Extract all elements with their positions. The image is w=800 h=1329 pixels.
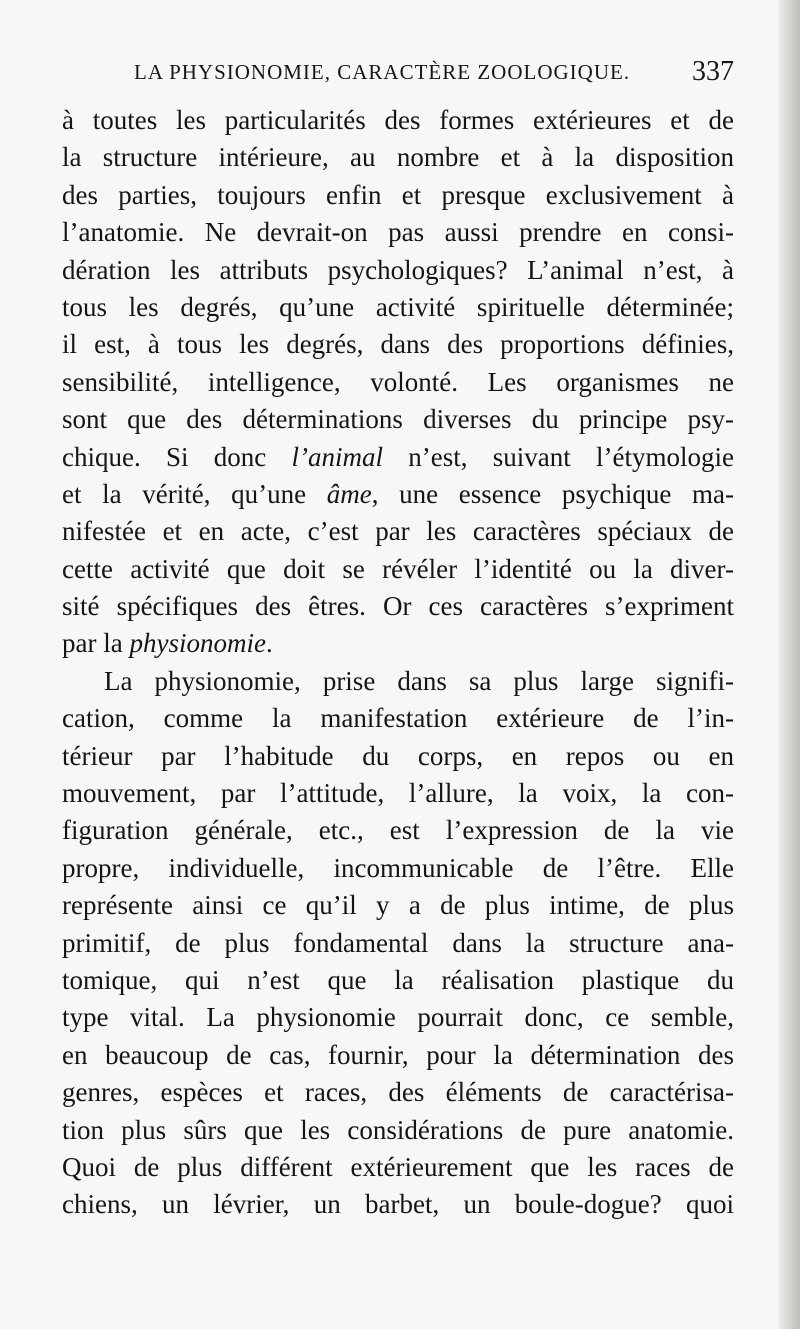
text-line	[62, 439, 734, 476]
italic-term: physionomie	[129, 628, 266, 659]
text-line: chiens, un lévrier, un barbet, un boule-dogue? quoi	[62, 1189, 734, 1220]
text-line: tion plus sûrs que les considérations de pure anatomie.	[62, 1114, 734, 1145]
text-run: n’est, suivant l’étymologie	[383, 441, 734, 472]
page-header	[134, 56, 734, 96]
body-text	[62, 102, 734, 1224]
text-line: la structure intérieure, au nombre et à la disposition	[62, 142, 734, 173]
text-run: , une essence psychique ma-	[371, 478, 734, 509]
text-line: tous les degrés, qu’une activité spirituelle déterminée;	[62, 291, 734, 322]
text-line: mouvement, par l’attitude, l’allure, la voix, la con-	[62, 778, 734, 809]
running-title: LA PHYSIONOMIE, CARACTÈRE ZOOLOGIQUE.	[134, 60, 631, 84]
text-line: cette activité que doit se révéler l’identité ou la diver-	[62, 553, 734, 584]
text-line: représente ainsi ce qu’il y a de plus intime, de plus	[62, 890, 734, 921]
text-line: térieur par l’habitude du corps, en repos ou en	[62, 740, 734, 771]
text-line: figuration générale, etc., est l’expression de la vie	[62, 815, 734, 846]
text-run: par la	[62, 628, 130, 659]
text-line: type vital. La physionomie pourrait donc, ce semble,	[62, 1002, 734, 1033]
text-line: propre, individuelle, incommunicable de l’être. Elle	[62, 852, 734, 883]
text-run: .	[265, 628, 273, 659]
text-line: Quoi de plus différent extérieurement que les races de	[62, 1151, 734, 1182]
text-line: sité spécifiques des êtres. Or ces caractères s’expriment	[62, 591, 734, 622]
text-line: nifestée et en acte, c’est par les caractères spéciaux de	[62, 516, 734, 547]
text-line: à toutes les particularités des formes extérieures et de	[62, 105, 734, 135]
text-line: genres, espèces et races, des éléments de caractérisa-	[62, 1077, 734, 1108]
page-number: 337	[692, 56, 734, 87]
italic-term: l’animal	[291, 441, 384, 472]
text-line: il est, à tous les degrés, dans des proportions définies,	[62, 329, 734, 360]
paragraph-first-line: La physionomie, prise dans sa plus large signifi-	[104, 665, 734, 696]
italic-term: âme	[326, 478, 372, 509]
text-run: chique. Si donc	[62, 441, 292, 472]
text-line: sont que des déterminations diverses du principe psy-	[62, 404, 734, 435]
text-line: cation, comme la manifestation extérieure de l’in-	[62, 703, 734, 734]
text-line	[62, 476, 734, 513]
text-line: en beaucoup de cas, fournir, pour la détermination des	[62, 1039, 734, 1070]
text-run: et la vérité, qu’une	[62, 478, 327, 509]
paragraph-last-line	[62, 625, 734, 662]
text-line: l’anatomie. Ne devrait-on pas aussi prendre en consi-	[62, 217, 734, 248]
text-line: sensibilité, intelligence, volonté. Les organismes ne	[62, 366, 734, 397]
text-line: dération les attributs psychologiques? L’animal n’est, à	[62, 254, 734, 285]
text-line: des parties, toujours enfin et presque exclusivement à	[62, 179, 734, 210]
page-edge-shadow	[778, 0, 800, 1329]
text-line: primitif, de plus fondamental dans la structure ana-	[62, 927, 734, 958]
text-line: tomique, qui n’est que la réalisation plastique du	[62, 964, 734, 995]
